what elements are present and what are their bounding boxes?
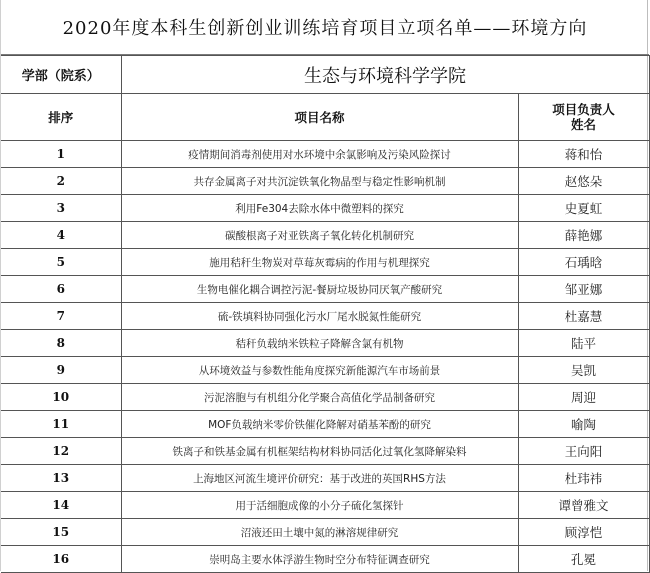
department-row bbox=[1, 56, 649, 94]
row-index: 5 bbox=[1, 249, 121, 276]
project-name-cell: 污泥溶胞与有机组分化学聚合高值化学品制备研究 bbox=[121, 384, 518, 411]
row-index: 7 bbox=[1, 303, 121, 330]
project-lead-cell: 喻陶 bbox=[518, 411, 649, 438]
project-name-cell: 上海地区河流生境评价研究：基于改进的英国RHS方法 bbox=[121, 465, 518, 492]
row-index: 14 bbox=[1, 492, 121, 519]
project-name-cell: 共存金属离子对共沉淀铁氧化物晶型与稳定性影响机制 bbox=[121, 168, 518, 195]
project-lead-cell: 蒋和怡 bbox=[518, 141, 649, 168]
project-lead-cell: 陆平 bbox=[518, 330, 649, 357]
column-header-lead-line2: 姓名 bbox=[570, 117, 596, 132]
table-row bbox=[1, 438, 649, 465]
project-name-cell: 沼液还田土壤中氮的淋溶规律研究 bbox=[121, 519, 518, 546]
project-lead-cell: 杜玮祎 bbox=[518, 465, 649, 492]
project-lead-cell: 谭曾雅文 bbox=[518, 492, 649, 519]
project-lead-cell: 吴凯 bbox=[518, 357, 649, 384]
project-lead-cell: 薛艳娜 bbox=[518, 222, 649, 249]
row-index: 16 bbox=[1, 546, 121, 573]
row-index: 15 bbox=[1, 519, 121, 546]
project-lead-cell: 史夏虹 bbox=[518, 195, 649, 222]
project-name-cell: 用于活细胞成像的小分子硫化氢探针 bbox=[121, 492, 518, 519]
table-row bbox=[1, 519, 649, 546]
table-row bbox=[1, 357, 649, 384]
project-lead-cell: 周迎 bbox=[518, 384, 649, 411]
row-index: 11 bbox=[1, 411, 121, 438]
row-index: 6 bbox=[1, 276, 121, 303]
project-lead-cell: 顾淳恺 bbox=[518, 519, 649, 546]
project-lead-cell: 杜嘉慧 bbox=[518, 303, 649, 330]
project-lead-cell: 石瑀晗 bbox=[518, 249, 649, 276]
table-row bbox=[1, 411, 649, 438]
table-header-row bbox=[1, 94, 649, 141]
table-row bbox=[1, 465, 649, 492]
row-index: 2 bbox=[1, 168, 121, 195]
project-name-cell: 秸秆负载纳米铁粒子降解含氯有机物 bbox=[121, 330, 518, 357]
row-index: 13 bbox=[1, 465, 121, 492]
table-row bbox=[1, 303, 649, 330]
project-lead-cell: 孔冕 bbox=[518, 546, 649, 573]
project-name-cell: 生物电催化耦合调控污泥-餐厨垃圾协同厌氧产酸研究 bbox=[121, 276, 518, 303]
table-row bbox=[1, 492, 649, 519]
table-row bbox=[1, 141, 649, 168]
project-lead-cell: 邹亚娜 bbox=[518, 276, 649, 303]
column-header-index: 排序 bbox=[1, 94, 121, 141]
project-name-cell: 利用Fe304去除水体中微塑料的探究 bbox=[121, 195, 518, 222]
column-header-lead bbox=[518, 94, 649, 141]
project-name-cell: 硫-铁填料协同强化污水厂尾水脱氮性能研究 bbox=[121, 303, 518, 330]
table-row bbox=[1, 168, 649, 195]
table-row bbox=[1, 384, 649, 411]
row-index: 3 bbox=[1, 195, 121, 222]
row-index: 8 bbox=[1, 330, 121, 357]
project-table bbox=[1, 55, 650, 573]
table-row bbox=[1, 330, 649, 357]
column-header-project-name: 项目名称 bbox=[121, 94, 518, 141]
table-row bbox=[1, 222, 649, 249]
table-row bbox=[1, 195, 649, 222]
table-row bbox=[1, 276, 649, 303]
column-header-lead-line1: 项目负责人 bbox=[552, 102, 615, 117]
project-name-cell: 铁离子和铁基金属有机框架结构材料协同活化过氧化氢降解染料 bbox=[121, 438, 518, 465]
project-name-cell: 崇明岛主要水体浮游生物时空分布特征调查研究 bbox=[121, 546, 518, 573]
document-title: 2020年度本科生创新创业训练培育项目立项名单——环境方向 bbox=[1, 0, 649, 55]
row-index: 1 bbox=[1, 141, 121, 168]
project-lead-cell: 王向阳 bbox=[518, 438, 649, 465]
project-lead-cell: 赵悠朵 bbox=[518, 168, 649, 195]
department-label: 学部（院系） bbox=[1, 56, 121, 94]
project-name-cell: 碳酸根离子对亚铁离子氧化转化机制研究 bbox=[121, 222, 518, 249]
table-row bbox=[1, 249, 649, 276]
project-name-cell: MOF负载纳米零价铁催化降解对硝基苯酚的研究 bbox=[121, 411, 518, 438]
project-name-cell: 施用秸秆生物炭对草莓灰霉病的作用与机理探究 bbox=[121, 249, 518, 276]
row-index: 12 bbox=[1, 438, 121, 465]
department-value: 生态与环境科学学院 bbox=[121, 56, 649, 94]
project-name-cell: 从环境效益与参数性能角度探究新能源汽车市场前景 bbox=[121, 357, 518, 384]
row-index: 9 bbox=[1, 357, 121, 384]
row-index: 4 bbox=[1, 222, 121, 249]
project-name-cell: 疫情期间消毒剂使用对水环境中余氯影响及污染风险探讨 bbox=[121, 141, 518, 168]
row-index: 10 bbox=[1, 384, 121, 411]
table-row bbox=[1, 546, 649, 573]
